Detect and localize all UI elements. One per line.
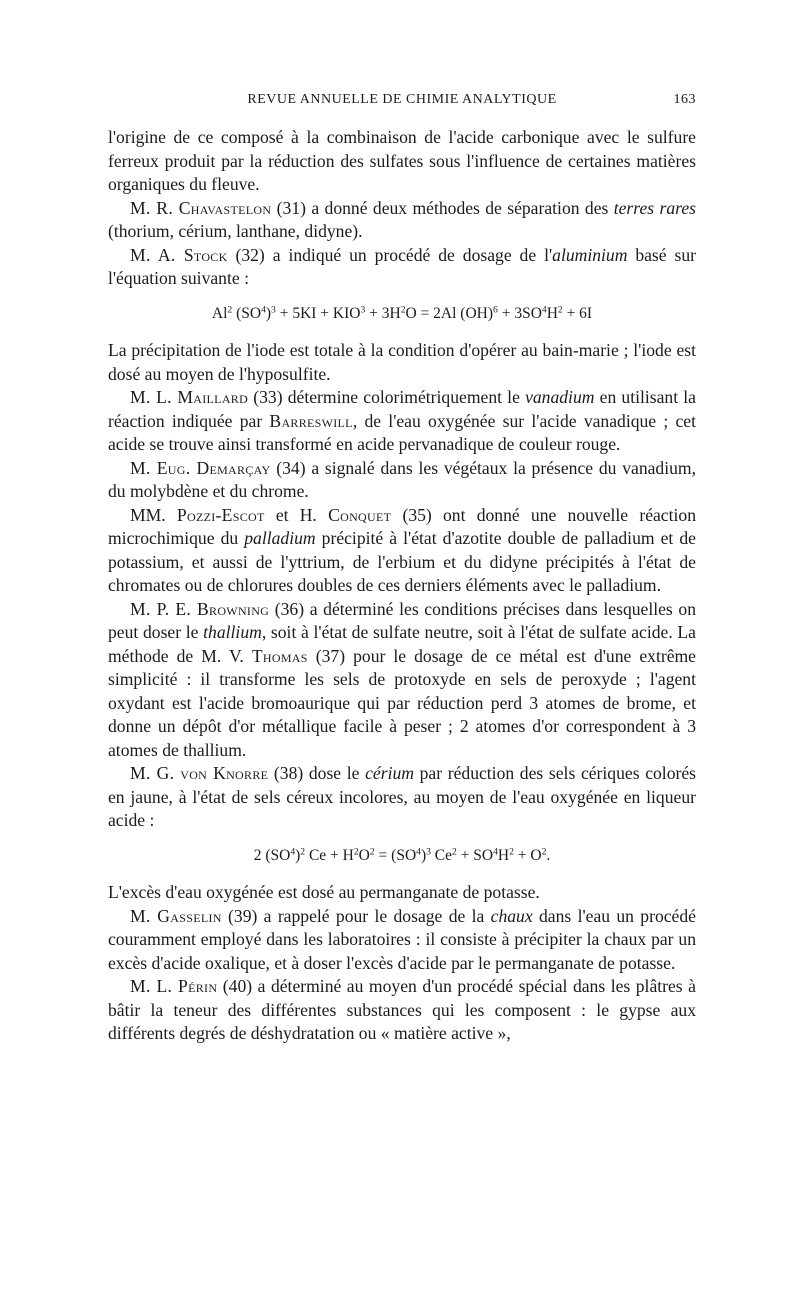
text-segment: (32) a indiqué un procédé de dosage de l'	[227, 244, 553, 265]
eq-term: )	[265, 304, 272, 322]
eq-term: )	[295, 846, 301, 864]
text-segment: en utilisant la réaction indiquée par	[108, 387, 696, 431]
eq-index: 2	[452, 846, 457, 858]
eq-index: 2	[509, 846, 514, 858]
text-segment: (40) a déterminé au moyen d'un procédé spécial dans les plâtres à bâtir la teneur des différentes substances qui les composent : le gypse aux différents degrés de déshydratation ou « matière active »,	[108, 976, 696, 1043]
text-segment: (31) a donné deux méthodes de séparation des	[271, 197, 614, 218]
paragraph-perin	[108, 975, 696, 1046]
eq-term: H	[546, 304, 558, 322]
emphasis-cerium: cérium	[365, 763, 414, 783]
text-segment: et H.	[264, 504, 329, 525]
paragraph-maillard	[108, 386, 696, 457]
eq-term: + 5KI + KIO	[275, 304, 361, 322]
eq-term: )	[420, 846, 427, 864]
text-segment: (37) pour le dosage de ce métal est d'une extrême simplicité : il transforme les sels de protoxyde en sels de peroxyde ; l'agent oxydant est l'acide bromoaurique qui par réduction perd 3 atomes de brome, et donne un dépôt d'or métallique facile à peser ; 2 atomes d'or correspondent à 3 atomes de thallium.	[108, 645, 696, 760]
text-segment: (thorium, cérium, lanthane, didyne).	[108, 221, 363, 241]
text-segment: (36) a déterminé les conditions précises dans lesquelles on peut doser le	[108, 598, 696, 642]
text-segment: (38) dose le	[268, 763, 366, 783]
eq-index: 2	[400, 304, 406, 316]
paragraph-permanganate-text: L'excès d'eau oxygénée est dosé au permanganate de potasse.	[108, 882, 540, 902]
emphasis-chaux: chaux	[490, 905, 533, 926]
eq-term: H	[497, 846, 510, 864]
text-segment: (35) ont donné une nouvelle réaction microchimique du	[108, 504, 696, 548]
paragraph-demarcay	[108, 457, 696, 504]
eq-term: O	[358, 846, 370, 864]
eq-term: O = 2Al (OH)	[405, 304, 494, 322]
page-number: 163	[673, 92, 696, 107]
author-demarcay: M. Eug. Demarçay	[130, 457, 271, 478]
text-segment: , de l'eau oxygénée sur l'acide vanadique ; cet acide se trouve ainsi transformé en acide pervanadique de couleur rouge.	[108, 410, 696, 454]
eq-index: 2	[300, 846, 306, 858]
eq-index: 2	[557, 304, 563, 316]
paragraph-browning	[108, 598, 696, 763]
author-maillard: M. L. Maillard	[130, 387, 249, 407]
text-segment: par réduction des sels cériques colorés en jaune, à l'état de sels céreux incolores, au moyen de l'eau oxygénée en liqueur acide :	[108, 763, 697, 830]
text-segment: (33) détermine colorimétriquement le	[248, 387, 526, 407]
eq-term: (SO	[232, 304, 262, 322]
eq-index: 4	[290, 846, 296, 858]
name-thomas: Thomas	[251, 645, 308, 666]
author-stock: M. A. Stock	[130, 244, 228, 265]
eq-term: + 3H	[365, 304, 401, 322]
eq-index: 2	[369, 846, 375, 858]
eq-index: 3	[426, 846, 431, 858]
text-segment: MM.	[130, 504, 177, 525]
emphasis-terres-rares: terres rares	[613, 197, 696, 218]
author-chavastelon: M. R. Chavastelon	[130, 197, 272, 218]
author-perin: M. L. Périn	[130, 976, 218, 996]
author-knorre: M. G. von Knorre	[130, 763, 269, 783]
emphasis-thallium: thallium	[203, 622, 262, 642]
paragraph-permanganate	[108, 881, 696, 905]
paragraph-iode	[108, 339, 696, 386]
eq-index: 3	[271, 304, 276, 316]
author-gasselin: M. Gasselin	[130, 905, 222, 926]
paragraph-1	[108, 126, 696, 197]
text-segment: , soit à l'état de sulfate neutre, soit à l'état de sulfate acide. La méthode de M. V.	[108, 622, 696, 666]
eq-index: 4	[261, 304, 266, 316]
body-text	[108, 126, 696, 1046]
author-pozzi-escot: Pozzi-Escot	[176, 504, 265, 525]
eq-term: Ce + H	[305, 846, 354, 864]
eq-term: + O	[513, 846, 542, 864]
paragraph-knorre	[108, 762, 696, 833]
paragraph-pozzi-escot	[108, 504, 696, 598]
eq-index: 6	[493, 304, 498, 316]
text-segment: précipité à l'état d'azotite double de palladium et de potassium, et aussi de l'yttrium, de l'erbium et du didyne précipités à l'état de chromates ou de chlorures doubles de ces derniers éléments avec le palladium.	[108, 528, 696, 595]
eq-term: + 3SO	[497, 304, 542, 322]
eq-index: 2	[227, 304, 233, 316]
emphasis-palladium: palladium	[244, 528, 316, 548]
name-barreswill: Barreswill	[269, 410, 353, 431]
text-segment: (39) a rappelé pour le dosage de la	[221, 905, 491, 926]
paragraph-chavastelon	[108, 197, 696, 244]
eq-term: + SO	[456, 846, 494, 864]
author-conquet: Conquet	[328, 504, 392, 525]
eq-index: 4	[541, 304, 547, 316]
paragraph-stock	[108, 244, 696, 291]
eq-term: = (SO	[374, 846, 417, 864]
paragraph-gasselin	[108, 905, 696, 976]
eq-term: Ce	[430, 846, 452, 864]
eq-index: 4	[493, 846, 498, 858]
eq-index: 4	[416, 846, 421, 858]
paragraph-iode-text: La précipitation de l'iode est totale à la condition d'opérer au bain-marie ; l'iode est dosé au moyen de l'hyposulfite.	[108, 340, 696, 384]
eq-index: 2	[541, 846, 547, 858]
eq-term: .	[546, 846, 551, 864]
eq-index: 2	[353, 846, 359, 858]
text-segment: basé sur l'équation suivante :	[108, 244, 697, 288]
equation-aluminium	[108, 302, 696, 326]
author-browning: M. P. E. Browning	[130, 598, 270, 619]
eq-term: 2 (SO	[253, 846, 291, 864]
eq-term: + 6I	[562, 304, 593, 322]
paragraph-1-text: l'origine de ce composé à la combinaison de l'acide carbonique avec le sulfure ferreux produit par la réduction des sulfates sous l'influence de certaines matières organiques du fleuve.	[108, 127, 696, 194]
running-title: REVUE ANNUELLE DE CHIMIE ANALYTIQUE	[247, 92, 557, 107]
emphasis-aluminium: aluminium	[552, 244, 628, 265]
eq-index: 3	[360, 304, 366, 316]
running-head	[108, 92, 696, 114]
eq-term: Al	[211, 304, 228, 322]
emphasis-vanadium: vanadium	[525, 387, 595, 407]
text-segment: (34) a signalé dans les végétaux la présence du vanadium, du molybdène et du chrome.	[108, 457, 696, 501]
equation-cerium	[108, 844, 696, 868]
text-segment: dans l'eau un procédé couramment employé dans les laboratoires : il consiste à précipiter la chaux par un excès d'acide oxalique, et à doser l'excès d'acide par le permanganate de potasse.	[108, 905, 696, 973]
